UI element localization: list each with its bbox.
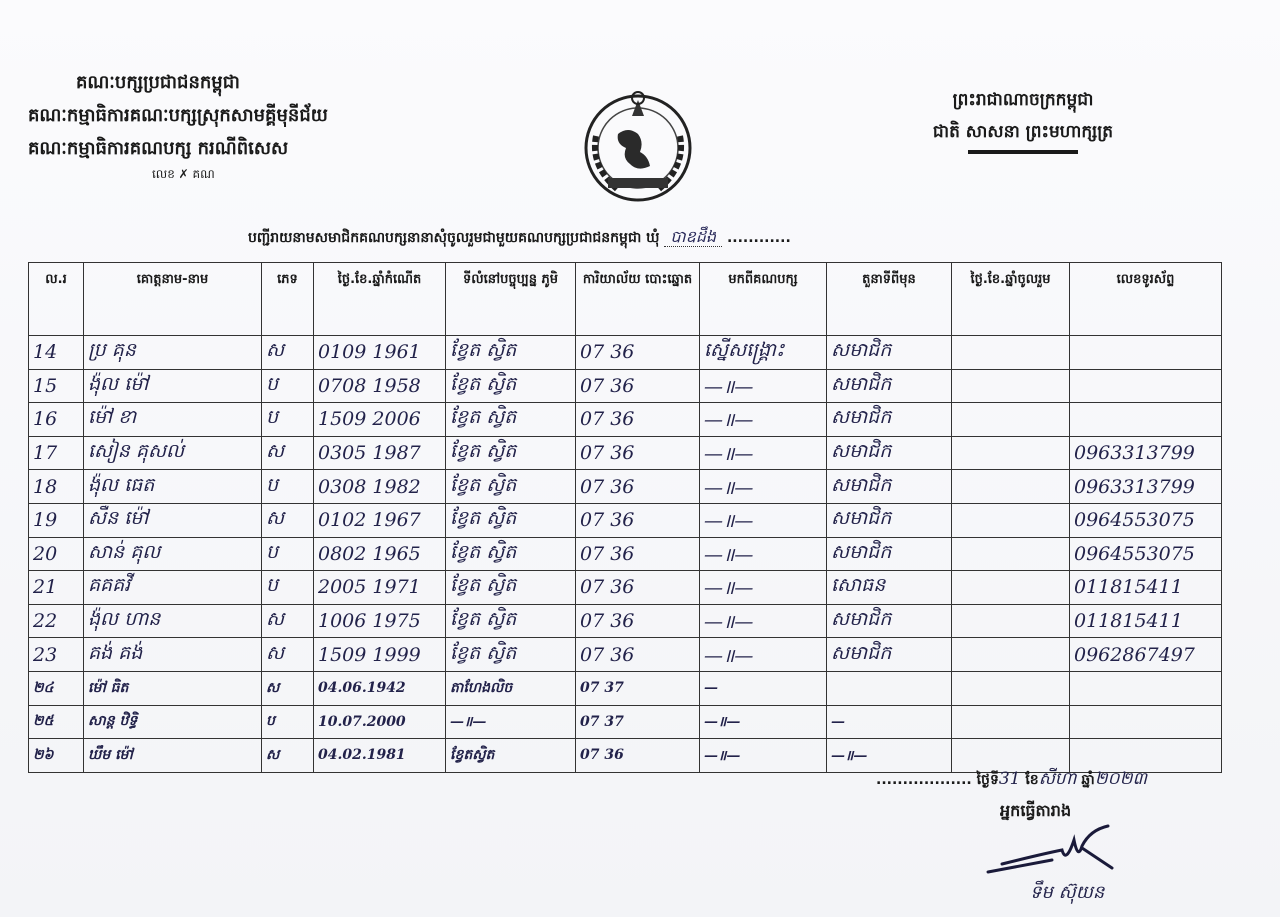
cell-village: —॥— — [446, 705, 576, 739]
date-day: 31 — [998, 769, 1021, 789]
cell-office: 07 36 — [576, 537, 700, 571]
cell-no: 19 — [29, 503, 84, 537]
date-month: សីហា — [1038, 769, 1077, 789]
cell-sex: ប — [262, 369, 314, 403]
cell-from-party: —॥— — [700, 571, 827, 605]
signer-name: ទឹម ស៊ុយន — [1030, 882, 1105, 903]
column-header: មកពីគណបក្ស — [700, 263, 827, 336]
cell-phone: 0962867497 — [1070, 638, 1222, 672]
cell-sex: ប — [262, 403, 314, 437]
document-title — [248, 226, 791, 250]
column-header: ភេទ — [262, 263, 314, 336]
cell-sex: ស — [262, 638, 314, 672]
table-row — [29, 369, 1222, 403]
cell-office: 07 36 — [576, 369, 700, 403]
party-name: គណៈបក្សប្រជាជនកម្ពុជា — [76, 72, 240, 93]
cell-join-date — [952, 403, 1070, 437]
cell-phone — [1070, 369, 1222, 403]
cell-office: 07 37 — [576, 705, 700, 739]
cell-sex: ស — [262, 336, 314, 370]
title-dots: ............ — [726, 230, 791, 246]
cell-prev-role: សមាជិក — [827, 503, 952, 537]
cell-from-party: —॥— — [700, 705, 827, 739]
cell-prev-role: សមាជិក — [827, 436, 952, 470]
cell-office: 07 37 — [576, 671, 700, 705]
cell-from-party: — — [700, 671, 827, 705]
cell-sex: ប — [262, 537, 314, 571]
cell-village: ខ្វែត ស្វិត — [446, 571, 576, 605]
cell-no: 20 — [29, 537, 84, 571]
cell-office: 07 36 — [576, 503, 700, 537]
cell-phone — [1070, 705, 1222, 739]
date-year: ២០២៣ — [1094, 769, 1147, 789]
cell-office: 07 36 — [576, 571, 700, 605]
cell-no: 22 — [29, 604, 84, 638]
table-row — [29, 470, 1222, 504]
table-row — [29, 436, 1222, 470]
cell-dob: 0102 1967 — [314, 503, 446, 537]
cell-village: ខ្វែត ស្វិត — [446, 470, 576, 504]
cell-dob: 0109 1961 — [314, 336, 446, 370]
table-row — [29, 604, 1222, 638]
cell-join-date — [952, 537, 1070, 571]
cell-sex: ស — [262, 503, 314, 537]
cell-sex: ប — [262, 571, 314, 605]
cell-dob: 0305 1987 — [314, 436, 446, 470]
cell-prev-role: សមាជិក — [827, 604, 952, 638]
cell-no: ២៤ — [29, 671, 84, 705]
cell-village: ខ្វែត ស្វិត — [446, 336, 576, 370]
cell-name: ប្រ គុន — [84, 336, 262, 370]
commune-name: បាឧដឹង — [664, 227, 722, 247]
cell-from-party: —॥— — [700, 537, 827, 571]
cell-name: សៀន គុសល់ — [84, 436, 262, 470]
motto-underline — [968, 150, 1078, 154]
cell-dob: 0308 1982 — [314, 470, 446, 504]
cell-from-party: ស្នើសង្គ្រោះ — [700, 336, 827, 370]
cell-dob: 1006 1975 — [314, 604, 446, 638]
cell-phone: 0964553075 — [1070, 537, 1222, 571]
national-motto: ជាតិ សាសនា ព្រះមហាក្សត្រ — [932, 122, 1114, 142]
cell-from-party: —॥— — [700, 503, 827, 537]
cell-village: ខ្វែត ស្វិត — [446, 403, 576, 437]
cell-join-date — [952, 671, 1070, 705]
cell-from-party: —॥— — [700, 369, 827, 403]
cell-village: តាហែងលិច — [446, 671, 576, 705]
table-body — [29, 336, 1222, 773]
cell-join-date — [952, 336, 1070, 370]
cell-office: 07 36 — [576, 403, 700, 437]
cell-village: ខ្វែតស្វិត — [446, 739, 576, 773]
special-committee: គណៈកម្មាធិការគណបក្ស ករណីពិសេស — [28, 138, 289, 159]
cell-dob: 04.06.1942 — [314, 671, 446, 705]
cell-village: ខ្វែត ស្វិត — [446, 436, 576, 470]
cell-from-party: —॥— — [700, 638, 827, 672]
cell-no: 16 — [29, 403, 84, 437]
cell-no: ២៦ — [29, 739, 84, 773]
cell-prev-role — [827, 671, 952, 705]
cell-prev-role: សមាជិក — [827, 369, 952, 403]
cell-phone: 0964553075 — [1070, 503, 1222, 537]
cell-phone: 011815411 — [1070, 571, 1222, 605]
cell-prev-role: សោធន — [827, 571, 952, 605]
cell-dob: 2005 1971 — [314, 571, 446, 605]
cell-no: 14 — [29, 336, 84, 370]
cell-phone — [1070, 403, 1222, 437]
cell-office: 07 36 — [576, 436, 700, 470]
cell-prev-role: សមាជិក — [827, 470, 952, 504]
cell-phone: 0963313799 — [1070, 436, 1222, 470]
cell-sex: ស — [262, 436, 314, 470]
cell-dob: 1509 1999 — [314, 638, 446, 672]
member-roster-table — [28, 262, 1222, 773]
cell-village: ខ្វែត ស្វិត — [446, 638, 576, 672]
cell-dob: 1509 2006 — [314, 403, 446, 437]
cell-name: ង៉ុល ម៉ៅ — [84, 369, 262, 403]
cell-office: 07 36 — [576, 470, 700, 504]
cell-prev-role: សមាជិក — [827, 336, 952, 370]
table-row — [29, 705, 1222, 739]
cell-join-date — [952, 705, 1070, 739]
cell-office: 07 36 — [576, 604, 700, 638]
cell-name: គគគវី — [84, 571, 262, 605]
cell-dob: 0802 1965 — [314, 537, 446, 571]
party-emblem-icon — [578, 86, 698, 208]
header-left-block — [28, 66, 328, 183]
cell-no: 18 — [29, 470, 84, 504]
column-header: តួនាទីពីមុន — [827, 263, 952, 336]
table-row — [29, 638, 1222, 672]
reference-mark: លេខ ✗ គណ — [152, 167, 215, 181]
cell-prev-role: — — [827, 705, 952, 739]
cell-village: ខ្វែត ស្វិត — [446, 369, 576, 403]
cell-join-date — [952, 503, 1070, 537]
cell-name: ង៉ុល ហាន — [84, 604, 262, 638]
cell-phone — [1070, 336, 1222, 370]
cell-phone: 0963313799 — [1070, 470, 1222, 504]
column-header: ថ្ងៃ.ខែ.ឆ្នាំកំណើត — [314, 263, 446, 336]
cell-from-party: —॥— — [700, 436, 827, 470]
date-year-label: ឆ្នាំ — [1081, 772, 1095, 788]
cell-join-date — [952, 638, 1070, 672]
cell-no: 23 — [29, 638, 84, 672]
cell-name: ម៉ៅ ខា — [84, 403, 262, 437]
cell-from-party: —॥— — [700, 403, 827, 437]
cell-name: សាន់ គុល — [84, 537, 262, 571]
table-row — [29, 503, 1222, 537]
column-header: លេខទូរស័ព្ទ — [1070, 263, 1222, 336]
cell-phone — [1070, 671, 1222, 705]
table-row — [29, 336, 1222, 370]
cell-from-party: —॥— — [700, 604, 827, 638]
cell-sex: ស — [262, 671, 314, 705]
cell-village: ខ្វែត ស្វិត — [446, 604, 576, 638]
title-text: បញ្ជីរាយនាមសមាជិកគណបក្សនានាសុំចូលរួមជាមួយគណបក្សប្រជាជនកម្ពុជា ឃុំ — [248, 230, 660, 246]
column-header: ល.រ — [29, 263, 84, 336]
district-committee: គណៈកម្មាធិការគណៈបក្សស្រុកសាមគ្គីមុនីជ័យ — [28, 105, 328, 126]
cell-office: 07 36 — [576, 638, 700, 672]
cell-join-date — [952, 604, 1070, 638]
date-day-label: ថ្ងៃទី — [976, 772, 999, 788]
cell-dob: 0708 1958 — [314, 369, 446, 403]
cell-office: 07 36 — [576, 739, 700, 773]
cell-sex: ប — [262, 705, 314, 739]
cell-dob: 10.07.2000 — [314, 705, 446, 739]
date-month-label: ខែ — [1025, 772, 1039, 788]
cell-name: ឃឹម ម៉ៅ — [84, 739, 262, 773]
cell-no: 21 — [29, 571, 84, 605]
table-row — [29, 671, 1222, 705]
cell-no: ២៥ — [29, 705, 84, 739]
column-header: ការិយាល័យ បោះឆ្នោត — [576, 263, 700, 336]
cell-name: ម៉ៅ ធិត — [84, 671, 262, 705]
cell-name: ង៉ុល ធេត — [84, 470, 262, 504]
cell-phone: 011815411 — [1070, 604, 1222, 638]
cell-from-party: —॥— — [700, 470, 827, 504]
cell-no: 17 — [29, 436, 84, 470]
cell-join-date — [952, 369, 1070, 403]
cell-name: សឺន ម៉ៅ — [84, 503, 262, 537]
cell-no: 15 — [29, 369, 84, 403]
cell-prev-role: សមាជិក — [827, 537, 952, 571]
cell-join-date — [952, 571, 1070, 605]
cell-village: ខ្វែត ស្វិត — [446, 537, 576, 571]
cell-dob: 04.02.1981 — [314, 739, 446, 773]
cell-join-date — [952, 470, 1070, 504]
cell-sex: ស — [262, 604, 314, 638]
kingdom-name: ព្រះរាជាណាចក្រកម្ពុជា — [952, 90, 1094, 110]
cell-prev-role: សមាជិក — [827, 403, 952, 437]
cell-sex: ស — [262, 739, 314, 773]
column-header: ថ្ងៃ.ខែ.ឆ្នាំចូលរួម — [952, 263, 1070, 336]
header-right-block — [848, 84, 1198, 154]
table-row — [29, 571, 1222, 605]
cell-office: 07 36 — [576, 336, 700, 370]
cell-prev-role: —॥— — [827, 739, 952, 773]
cell-name: គង់ គង់ — [84, 638, 262, 672]
cell-from-party: —॥— — [700, 739, 827, 773]
cell-name: សាន្ត ឋិទ្ធិ — [84, 705, 262, 739]
cell-sex: ប — [262, 470, 314, 504]
table-row — [29, 537, 1222, 571]
cell-prev-role: សមាជិក — [827, 638, 952, 672]
signer-role: អ្នកធ្វើតារាង — [1000, 801, 1072, 820]
leader-dots: .................. — [876, 772, 972, 788]
cell-join-date — [952, 436, 1070, 470]
column-header: គោត្តនាម-នាម — [84, 263, 262, 336]
column-header: ទីលំនៅបច្ចុប្បន្ន ភូមិ — [446, 263, 576, 336]
table-row — [29, 403, 1222, 437]
cell-village: ខ្វែត ស្វិត — [446, 503, 576, 537]
signature-date — [876, 768, 1147, 793]
table-header-row — [29, 263, 1222, 336]
